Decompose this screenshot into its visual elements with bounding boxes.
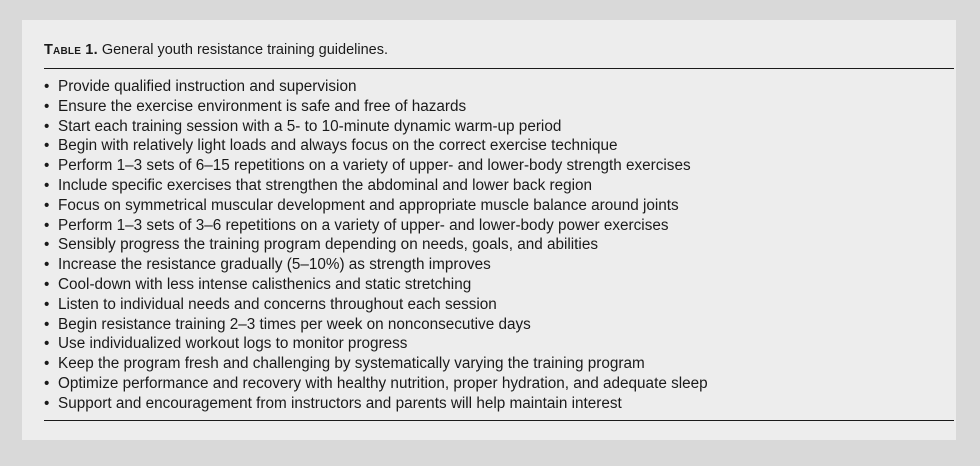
guideline-text: Focus on symmetrical muscular development and appropriate muscle balance around joints — [58, 196, 679, 214]
guideline-text: Perform 1–3 sets of 6–15 repetitions on a variety of upper- and lower-body strength exercises — [58, 157, 691, 175]
bullet-icon: • — [44, 236, 50, 254]
top-rule — [44, 68, 954, 69]
guideline-text: Cool-down with less intense calisthenics and static stretching — [58, 275, 472, 293]
bottom-rule — [44, 420, 954, 421]
table-panel — [22, 20, 956, 440]
guideline-text: Use individualized workout logs to monitor progress — [58, 335, 408, 353]
bullet-icon: • — [44, 117, 50, 135]
bullet-icon: • — [44, 374, 50, 392]
list-item — [44, 275, 708, 295]
list-item — [44, 176, 708, 196]
guideline-text: Include specific exercises that strengthen the abdominal and lower back region — [58, 176, 593, 194]
bullet-icon: • — [44, 335, 50, 353]
guideline-text: Keep the program fresh and challenging by systematically varying the training program — [58, 355, 645, 373]
bullet-icon: • — [44, 176, 50, 194]
guideline-text: Optimize performance and recovery with healthy nutrition, proper hydration, and adequate sleep — [58, 374, 708, 392]
bullet-icon: • — [44, 394, 50, 412]
list-item — [44, 295, 708, 315]
list-item — [44, 374, 708, 394]
bullet-icon: • — [44, 97, 50, 115]
bullet-icon: • — [44, 78, 50, 95]
bullet-icon: • — [44, 157, 50, 175]
bullet-icon: • — [44, 216, 50, 234]
list-item — [44, 156, 708, 176]
bullet-icon: • — [44, 196, 50, 214]
list-item — [44, 196, 708, 216]
list-item — [44, 394, 708, 414]
bullet-icon: • — [44, 275, 50, 293]
guideline-text: Start each training session with a 5- to 10-minute dynamic warm-up period — [58, 117, 562, 135]
list-item — [44, 216, 708, 236]
bullet-icon: • — [44, 315, 50, 333]
guideline-text: Listen to individual needs and concerns throughout each session — [58, 295, 497, 313]
bullet-icon: • — [44, 256, 50, 274]
list-item — [44, 77, 708, 97]
guideline-text: Sensibly progress the training program depending on needs, goals, and abilities — [58, 236, 598, 254]
guideline-text: Begin with relatively light loads and always focus on the correct exercise technique — [58, 137, 618, 155]
list-item — [44, 354, 708, 374]
bullet-icon: • — [44, 355, 50, 373]
guideline-text: Support and encouragement from instructors and parents will help maintain interest — [58, 394, 622, 412]
table-label: Table 1. — [44, 42, 98, 58]
list-item — [44, 97, 708, 117]
guideline-text: Provide qualified instruction and supervision — [58, 78, 357, 95]
bullet-icon: • — [44, 137, 50, 155]
guideline-text: Perform 1–3 sets of 3–6 repetitions on a variety of upper- and lower-body power exercises — [58, 216, 669, 234]
guidelines-list — [44, 77, 708, 414]
table-caption — [44, 42, 388, 58]
list-item — [44, 117, 708, 137]
list-item — [44, 136, 708, 156]
bullet-icon: • — [44, 295, 50, 313]
list-item — [44, 235, 708, 255]
table-title: General youth resistance training guidelines. — [101, 42, 388, 58]
guideline-text: Ensure the exercise environment is safe and free of hazards — [58, 97, 467, 115]
list-item — [44, 255, 708, 275]
list-item — [44, 315, 708, 335]
guideline-text: Increase the resistance gradually (5–10%) as strength improves — [58, 256, 491, 274]
guideline-text: Begin resistance training 2–3 times per week on nonconsecutive days — [58, 315, 531, 333]
list-item — [44, 334, 708, 354]
